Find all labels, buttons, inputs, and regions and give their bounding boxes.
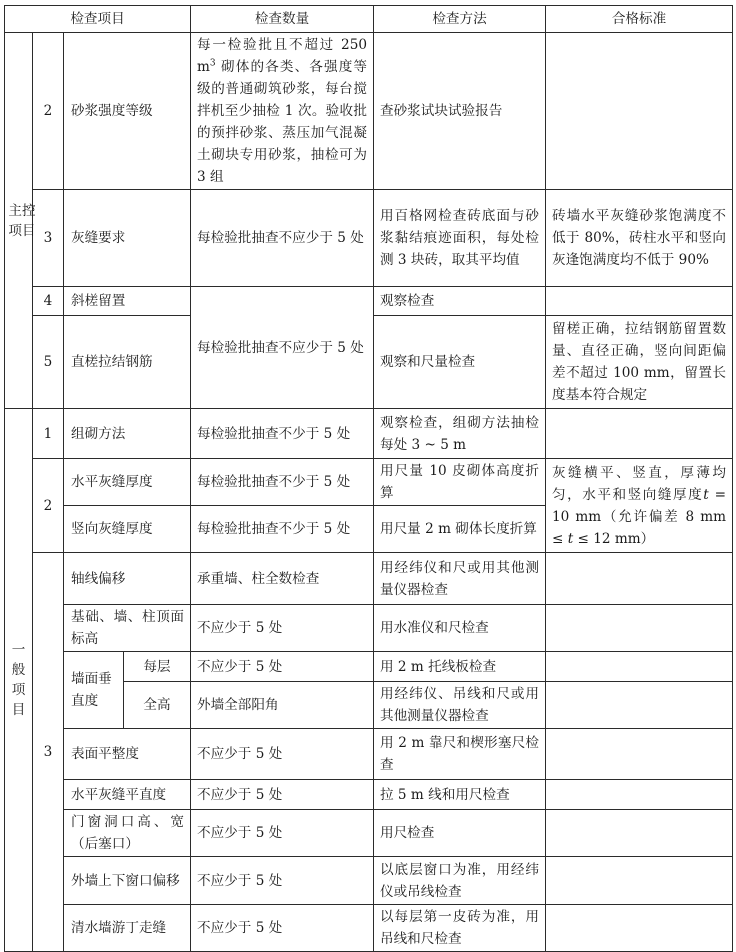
- method-cell: 用 2 m 靠尺和楔形塞尺检查: [374, 729, 546, 780]
- superscript-3: 3: [209, 58, 216, 69]
- item-name: 门窗洞口高、宽（后塞口）: [64, 810, 191, 857]
- row-number: 1: [33, 409, 64, 459]
- header-quantity: 检查数量: [191, 6, 374, 33]
- quantity-cell: 不应少于 5 处: [191, 780, 374, 810]
- wall-verticality-label: 墙面垂直度: [64, 652, 124, 729]
- standard-cell: [546, 605, 733, 652]
- header-standard: 合格标准: [546, 6, 733, 33]
- item-name: 斜槎留置: [64, 287, 191, 316]
- quantity-cell: 不应少于 5 处: [191, 857, 374, 905]
- table-row: [5, 190, 733, 287]
- method-cell: 观察和尺量检查: [374, 316, 546, 409]
- item-name: 直槎拉结钢筋: [64, 316, 191, 409]
- table-row: [5, 905, 733, 952]
- item-name: 组砌方法: [64, 409, 191, 459]
- standard-cell: 灰缝横平、竖直，厚薄均匀，水平和竖向缝厚度t = 10 mm（允许偏差 8 mm ≤ t ≤ 12 mm）: [546, 459, 733, 553]
- method-cell: 用经纬仪和尺或用其他测量仪器检查: [374, 553, 546, 605]
- item-name: 水平灰缝平直度: [64, 780, 191, 810]
- header-row: [5, 6, 733, 33]
- item-name: 表面平整度: [64, 729, 191, 780]
- standard-cell: [546, 652, 733, 682]
- standard-cell: [546, 905, 733, 952]
- method-cell: 用尺量 2 m 砌体长度折算: [374, 506, 546, 553]
- item-name: 清水墙游丁走缝: [64, 905, 191, 952]
- row-number: 5: [33, 316, 64, 409]
- item-name: 外墙上下窗口偏移: [64, 857, 191, 905]
- table-row: [5, 605, 733, 652]
- t-symbol: t: [567, 530, 574, 547]
- standard-cell: [546, 287, 733, 316]
- standard-cell: [546, 780, 733, 810]
- method-cell: 用经纬仪、吊线和尺或用其他测量仪器检查: [374, 682, 546, 729]
- row-number: 2: [33, 459, 64, 553]
- header-method: 检查方法: [374, 6, 546, 33]
- table-row: [5, 459, 733, 506]
- quantity-cell: 不应少于 5 处: [191, 905, 374, 952]
- quantity-cell: 每检验批抽查不少于 5 处: [191, 409, 374, 459]
- standard-cell: [546, 682, 733, 729]
- table-row: [5, 652, 733, 682]
- standard-cell: [546, 729, 733, 780]
- row-number: 2: [33, 33, 64, 190]
- sub-item-per-floor: 每层: [124, 652, 191, 682]
- table-row: [5, 729, 733, 780]
- method-cell: 查砂浆试块试验报告: [374, 33, 546, 190]
- method-cell: 观察检查: [374, 287, 546, 316]
- table-row: [5, 287, 733, 316]
- standard-cell: [546, 33, 733, 190]
- quantity-cell: 每检验批抽查不应少于 5 处: [191, 190, 374, 287]
- quantity-cell: 每一检验批且不超过 250 $m^3$ 砌体的各类、各强度等级的普通砌筑砂浆，每台搅拌机至少抽检 1 次。验收批的预拌砂浆、蒸压加气混凝土砌块专用砂浆，抽检可为 3 组: [191, 33, 374, 190]
- standard-cell: [546, 409, 733, 459]
- standard-cell: 留槎正确，拉结钢筋留置数量、直径正确，竖向间距偏差不超过 100 mm，留置长度基本符合规定: [546, 316, 733, 409]
- row-number: 4: [33, 287, 64, 316]
- row-number: 3: [33, 553, 64, 952]
- table-row: [5, 33, 733, 190]
- quantity-cell: 不应少于 5 处: [191, 605, 374, 652]
- item-name: 水平灰缝厚度: [64, 459, 191, 506]
- quantity-cell: 每检验批抽查不应少于 5 处: [191, 287, 374, 409]
- method-cell: 观察检查，组砌方法抽检每处 3 ~ 5 m: [374, 409, 546, 459]
- method-cell: 用百格网检查砖底面与砂浆黏结痕迹面积，每处检测 3 块砖，取其平均值: [374, 190, 546, 287]
- quantity-cell: 不应少于 5 处: [191, 652, 374, 682]
- standard-cell: 砖墙水平灰缝砂浆饱满度不低于 80%，砖柱水平和竖向灰逢饱满度均不低于 90%: [546, 190, 733, 287]
- table-row: [5, 810, 733, 857]
- method-cell: 以每层第一皮砖为准，用吊线和尺检查: [374, 905, 546, 952]
- category-text: 主控项目: [8, 202, 36, 239]
- quantity-cell: 承重墙、柱全数检查: [191, 553, 374, 605]
- item-name: 灰缝要求: [64, 190, 191, 287]
- method-cell: 用尺量 10 皮砌体高度折算: [374, 459, 546, 506]
- t-symbol: t: [703, 486, 709, 503]
- item-name: 砂浆强度等级: [64, 33, 191, 190]
- item-name: 竖向灰缝厚度: [64, 506, 191, 553]
- item-name: 轴线偏移: [64, 553, 191, 605]
- item-name: 基础、墙、柱顶面标高: [64, 605, 191, 652]
- table-row: [5, 780, 733, 810]
- method-cell: 用水准仪和尺检查: [374, 605, 546, 652]
- method-cell: 拉 5 m 线和用尺检查: [374, 780, 546, 810]
- row-number: 3: [33, 190, 64, 287]
- method-cell: 用尺检查: [374, 810, 546, 857]
- quantity-cell: 每检验批抽查不少于 5 处: [191, 506, 374, 553]
- category-text: 一般项目: [11, 642, 26, 718]
- category-general: [5, 409, 33, 952]
- quantity-cell: 外墙全部阳角: [191, 682, 374, 729]
- quantity-cell: 每检验批抽查不少于 5 处: [191, 459, 374, 506]
- standard-cell: [546, 857, 733, 905]
- quantity-cell: 不应少于 5 处: [191, 729, 374, 780]
- method-cell: 用 2 m 托线板检查: [374, 652, 546, 682]
- inspection-table: [4, 5, 733, 952]
- standard-cell: [546, 553, 733, 605]
- quantity-cell: 不应少于 5 处: [191, 810, 374, 857]
- table-row: [5, 553, 733, 605]
- sub-item-full-height: 全高: [124, 682, 191, 729]
- standard-cell: [546, 810, 733, 857]
- table-row: [5, 857, 733, 905]
- header-item: 检查项目: [5, 6, 191, 33]
- table-row: [5, 409, 733, 459]
- category-main-control: [5, 33, 36, 409]
- method-cell: 以底层窗口为准，用经纬仪或吊线检查: [374, 857, 546, 905]
